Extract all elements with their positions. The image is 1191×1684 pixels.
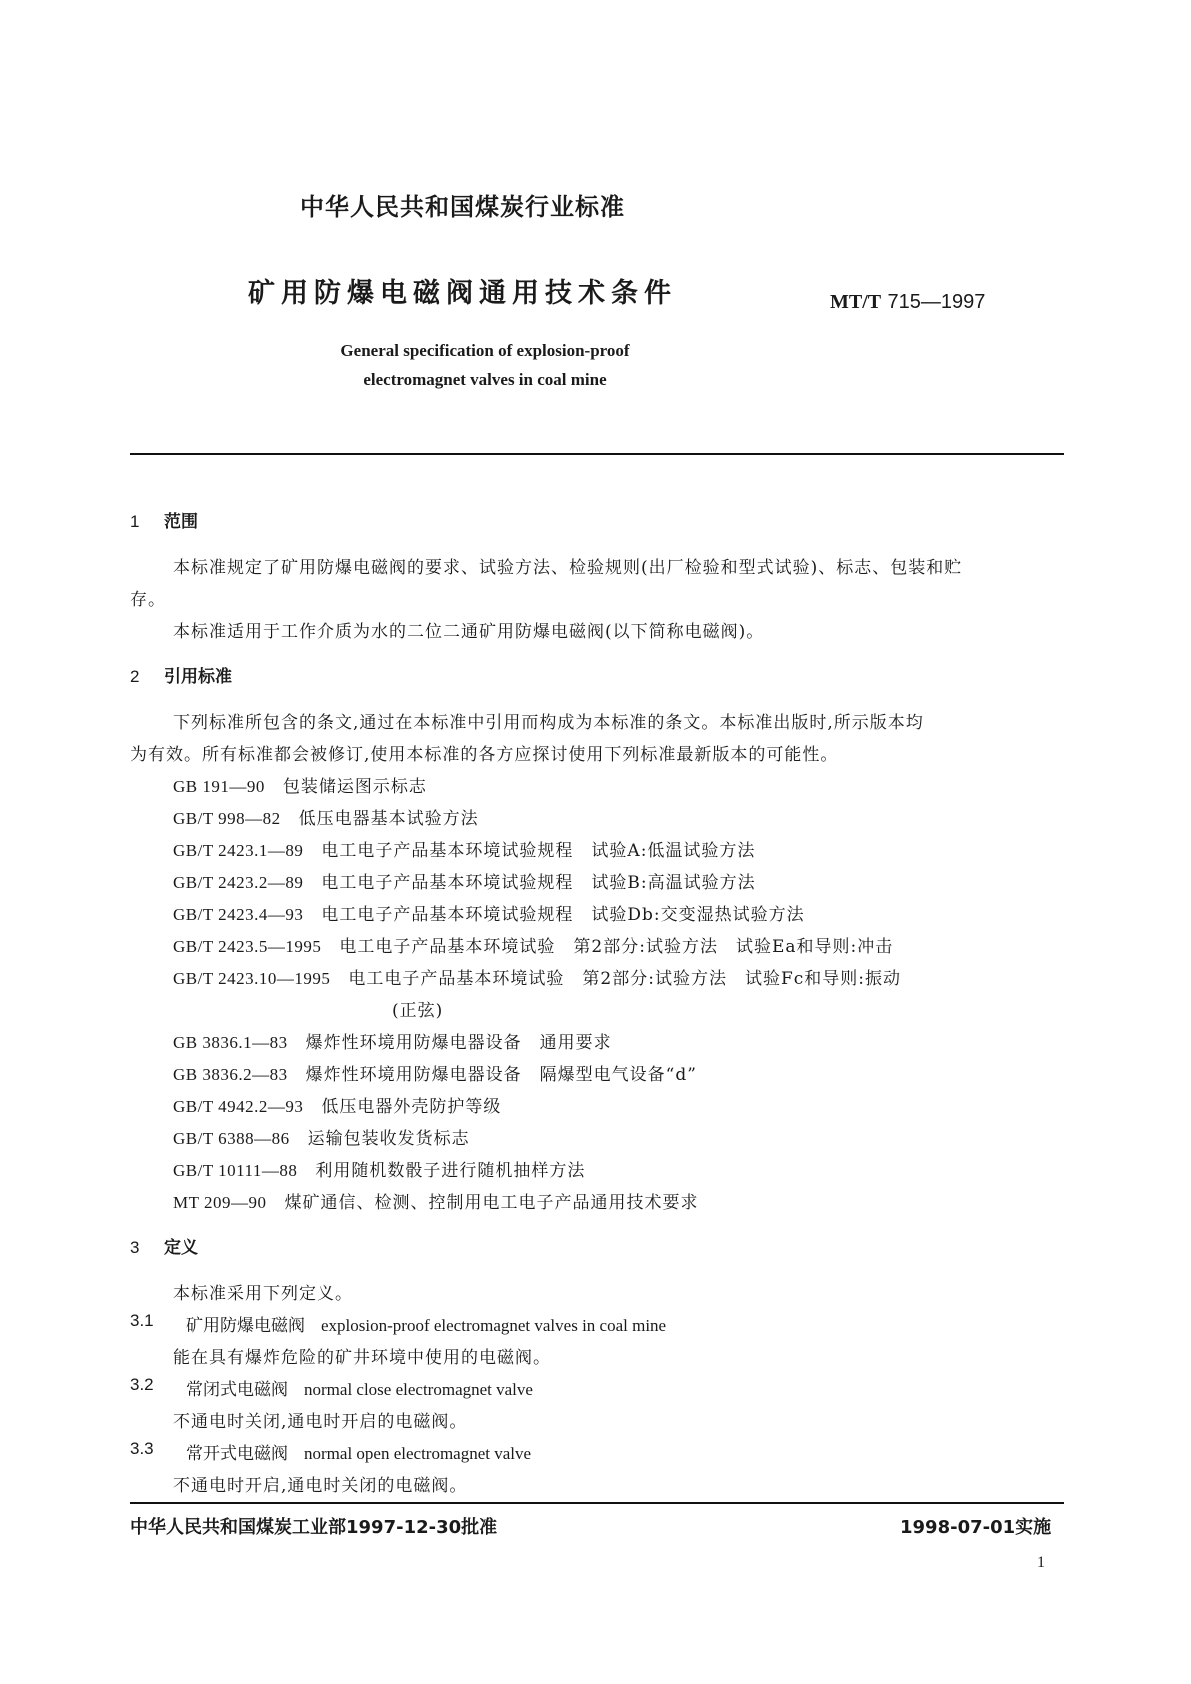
reference-code: GB/T 2423.5—1995 — [173, 937, 322, 956]
document-title-en-line1: General specification of explosion-proof — [340, 341, 630, 360]
definition-term-row — [186, 1375, 533, 1400]
definition-term: 常闭式电磁阀 — [186, 1380, 288, 1400]
definition-term-row — [186, 1311, 666, 1336]
reference-item — [173, 772, 427, 797]
definition-term-row — [186, 1439, 531, 1464]
reference-title: 电工电子产品基本环境试验规程 试验A:低温试验方法 — [321, 841, 756, 861]
reference-item — [173, 964, 901, 989]
reference-item — [173, 868, 756, 893]
scope-paragraph-2: 本标准适用于工作介质为水的二位二通矿用防爆电磁阀(以下简称电磁阀)。 — [173, 622, 765, 642]
reference-item — [173, 1092, 501, 1117]
scope-paragraph-line1: 本标准规定了矿用防爆电磁阀的要求、试验方法、检验规则(出厂检验和型式试验)、标志、包装和贮 — [173, 558, 963, 578]
scope-paragraph-line2: 存。 — [130, 590, 166, 610]
footer-divider — [130, 1502, 1064, 1504]
reference-code: GB 191—90 — [173, 777, 265, 796]
reference-code: GB 3836.1—83 — [173, 1033, 288, 1052]
reference-title: 电工电子产品基本环境试验 第2部分:试验方法 试验Ea和导则:冲击 — [339, 937, 894, 957]
approval-statement: 中华人民共和国煤炭工业部1997-12-30批准 — [130, 1517, 498, 1538]
definition-description: 能在具有爆炸危险的矿井环境中使用的电磁阀。 — [173, 1348, 551, 1368]
references-intro-line1: 下列标准所包含的条文,通过在本标准中引用而构成为本标准的条文。本标准出版时,所示版本均 — [173, 713, 924, 733]
definition-term-en: normal open electromagnet valve — [304, 1444, 532, 1463]
page-number: 1 — [1037, 1554, 1045, 1571]
definitions-intro: 本标准采用下列定义。 — [173, 1284, 353, 1304]
reference-code: GB/T 2423.10—1995 — [173, 969, 331, 988]
reference-title: 低压电器基本试验方法 — [298, 809, 479, 829]
section-heading-scope — [130, 507, 198, 532]
reference-item — [173, 1188, 698, 1213]
reference-title: 爆炸性环境用防爆电器设备 隔爆型电气设备“d” — [305, 1065, 697, 1085]
reference-title: 运输包装收发货标志 — [307, 1129, 470, 1149]
reference-code: GB/T 2423.2—89 — [173, 873, 304, 892]
definition-number: 3.2 — [130, 1375, 154, 1394]
reference-title: 电工电子产品基本环境试验 第2部分:试验方法 试验Fc和导则:振动 — [348, 969, 902, 989]
reference-title: 煤矿通信、检测、控制用电工电子产品通用技术要求 — [284, 1193, 699, 1213]
reference-item — [173, 1060, 697, 1085]
reference-item — [173, 1156, 585, 1181]
reference-code: MT 209—90 — [173, 1193, 267, 1212]
standard-code-prefix: MT/T — [830, 291, 882, 313]
section-title: 引用标准 — [164, 667, 232, 687]
section-heading-definitions — [130, 1233, 198, 1258]
definition-term-en: normal close electromagnet valve — [304, 1380, 533, 1399]
effective-date: 1998-07-01实施 — [900, 1517, 1052, 1538]
reference-title: 低压电器外壳防护等级 — [321, 1097, 502, 1117]
definition-term: 常开式电磁阀 — [186, 1444, 288, 1464]
reference-item-continuation — [392, 996, 443, 1021]
section-heading-references — [130, 662, 232, 687]
definition-number: 3.3 — [130, 1439, 154, 1458]
reference-title: 利用随机数骰子进行随机抽样方法 — [315, 1161, 586, 1181]
reference-title: 包装储运图示标志 — [282, 777, 427, 797]
reference-item — [173, 1028, 612, 1053]
definition-term: 矿用防爆电磁阀 — [186, 1316, 305, 1336]
reference-code: GB/T 6388—86 — [173, 1129, 290, 1148]
document-title-en-line2: electromagnet valves in coal mine — [363, 370, 607, 389]
standard-code-number: 715—1997 — [887, 291, 986, 313]
reference-item — [173, 836, 755, 861]
header-divider — [130, 453, 1064, 455]
standard-organization-title: 中华人民共和国煤炭行业标准 — [300, 192, 625, 221]
section-number: 2 — [130, 667, 140, 686]
section-title: 定义 — [164, 1238, 198, 1258]
reference-title: 爆炸性环境用防爆电器设备 通用要求 — [305, 1033, 612, 1053]
references-intro-line2: 为有效。所有标准都会被修订,使用本标准的各方应探讨使用下列标准最新版本的可能性。 — [130, 745, 839, 765]
document-title-cn: 矿用防爆电磁阀通用技术条件 — [248, 278, 677, 309]
reference-item — [173, 900, 805, 925]
section-title: 范围 — [164, 512, 198, 532]
section-number: 1 — [130, 512, 140, 531]
document-title-en — [300, 336, 670, 394]
reference-item — [173, 804, 479, 829]
reference-title: 电工电子产品基本环境试验规程 试验Db:交变湿热试验方法 — [321, 905, 805, 925]
reference-title: (正弦) — [392, 1001, 444, 1021]
definition-description: 不通电时开启,通电时关闭的电磁阀。 — [173, 1476, 468, 1496]
reference-title: 电工电子产品基本环境试验规程 试验B:高温试验方法 — [321, 873, 756, 893]
definition-description: 不通电时关闭,通电时开启的电磁阀。 — [173, 1412, 468, 1432]
reference-code: GB/T 2423.1—89 — [173, 841, 304, 860]
reference-item — [173, 932, 893, 957]
reference-code: GB 3836.2—83 — [173, 1065, 288, 1084]
reference-code: GB/T 2423.4—93 — [173, 905, 304, 924]
standard-code — [830, 289, 985, 314]
section-number: 3 — [130, 1238, 140, 1257]
reference-item — [173, 1124, 470, 1149]
definition-term-en: explosion-proof electromagnet valves in coal mine — [321, 1316, 667, 1335]
reference-code: GB/T 4942.2—93 — [173, 1097, 304, 1116]
reference-code: GB/T 10111—88 — [173, 1161, 298, 1180]
definition-number: 3.1 — [130, 1311, 154, 1330]
reference-code: GB/T 998—82 — [173, 809, 281, 828]
